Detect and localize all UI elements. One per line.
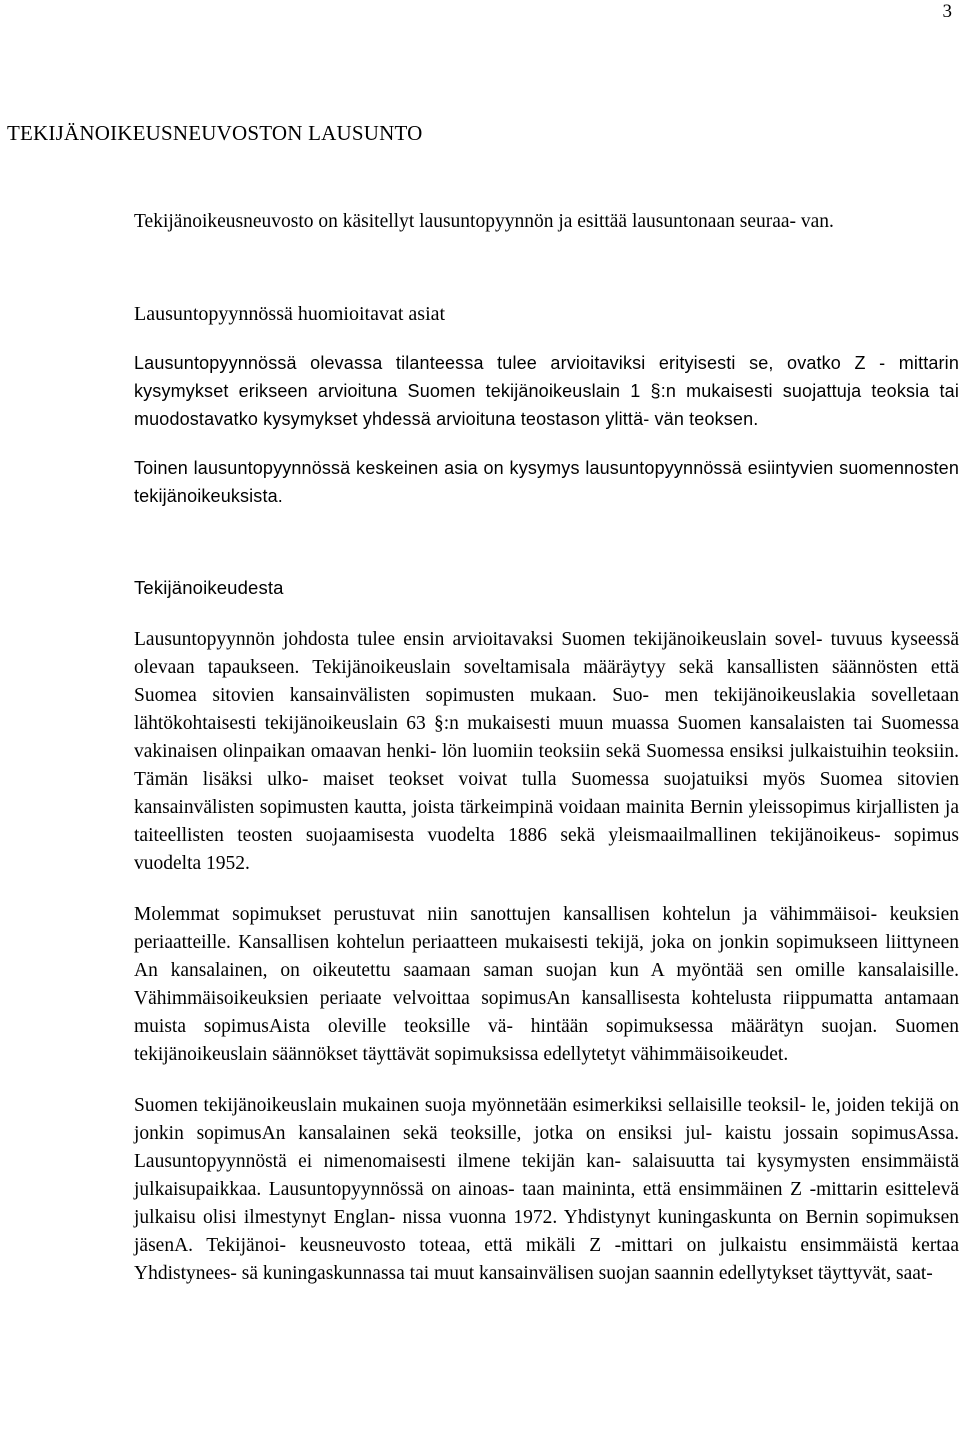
intro-paragraph: Tekijänoikeusneuvosto on käsitellyt lausuntopyynnön ja esittää lausuntonaan seuraa- van. (134, 211, 834, 232)
section-heading-copyright: Tekijänoikeudesta (134, 577, 284, 598)
document-body (134, 208, 959, 1288)
section-heading-considerations: Lausuntopyynnössä huomioitavat asiat (134, 303, 446, 325)
section2-paragraph-1: Lausuntopyynnön johdosta tulee ensin arvioitavaksi Suomen tekijänoikeuslain sovel- tuvuus kyseessä olevaan tapaukseen. Tekijänoikeuslain soveltamisala määräytyy sekä kansallisten säännösten että Suomea sitovien kansainvälisten sopimusten mukaan. Suo- men tekijänoikeuslakia sovelletaan lähtökohtaisesti tekijänoikeuslain 63 §:n mukaisesti muun muassa Suomen kansalaisten tai Suomessa vakinaisen olinpaikan omaavan henki- lön luomiin teoksiin sekä Suomessa ensiksi julkaistuihin teoksiin. Tämän lisäksi ulko- maiset teokset voivat tulla Suomessa suojatuiksi myös Suomea sitovien kansainvälisten sopimusten kautta, joista tärkeimpinä voidaan mainita Bernin yleissopimus kirjallisten ja taiteellisten teosten suojaamisesta vuodelta 1886 sekä yleismaailmallinen tekijänoikeus- sopimus vuodelta 1952. (134, 629, 959, 874)
page-number: 3 (942, 1, 952, 22)
section2-paragraph-2: Molemmat sopimukset perustuvat niin sanottujen kansallisen kohtelun ja vähimmäisoi- keuksien periaatteille. Kansallisen kohtelun periaatteen mukaisesti tekijä, joka on jonkin sopimukseen liittyneen An kansalainen, on oikeutettu saamaan saman suojan kun A myöntää sen omille kansalaisille. Vähimmäisoikeuksien periaate velvoittaa sopimusAn kansallisesta kohtelusta riippumatta antamaan muista sopimusAista oleville teoksille vä- hintään sopimuksessa määrätyn suojan. Suomen tekijänoikeuslain säännökset täyttävät sopimuksissa edellytetyt vähimmäisoikeudet. (134, 904, 959, 1065)
section1-paragraph-1: Lausuntopyynnössä olevassa tilanteessa tulee arvioitaviksi erityisesti se, ovatko Z - mittarin kysymykset erikseen arvioituna Suomen tekijänoikeuslain 1 §:n mukaisesti suojattuja teoksia tai muodostavatko kysymykset yhdessä arvioituna teostason ylittä- vän teoksen. (134, 353, 959, 429)
document-title: TEKIJÄNOIKEUSNEUVOSTON LAUSUNTO (7, 121, 423, 145)
section2-paragraph-3: Suomen tekijänoikeuslain mukainen suoja myönnetään esimerkiksi sellaisille teoksil- le, joiden tekijä on jonkin sopimusAn kansalainen sekä teoksille, jotka on ensiksi jul- kaistu jossain sopimusAssa. Lausuntopyynnöstä ei nimenomaisesti ilmene tekijän kan- salaisuutta tai kysymysten ensimmäistä julkaisupaikkaa. Lausuntopyynnössä on ainoas- taan maininta, että ensimmäinen Z -mittarin esittelevä julkaisu olisi ilmestynyt Englan- nissa vuonna 1972. Yhdistynyt kuningaskunta on Bernin sopimuksen jäsenA. Tekijänoi- keusneuvosto toteaa, että mikäli Z -mittari on julkaistu ensimmäistä kertaa Yhdistynees- sä kuningaskunnassa tai muut kansainvälisen suojan saannin edellytykset täyttyvät, saat- (134, 1095, 959, 1284)
section1-paragraph-2: Toinen lausuntopyynnössä keskeinen asia on kysymys lausuntopyynnössä esiintyvien suomennosten tekijänoikeuksista. (134, 458, 959, 506)
